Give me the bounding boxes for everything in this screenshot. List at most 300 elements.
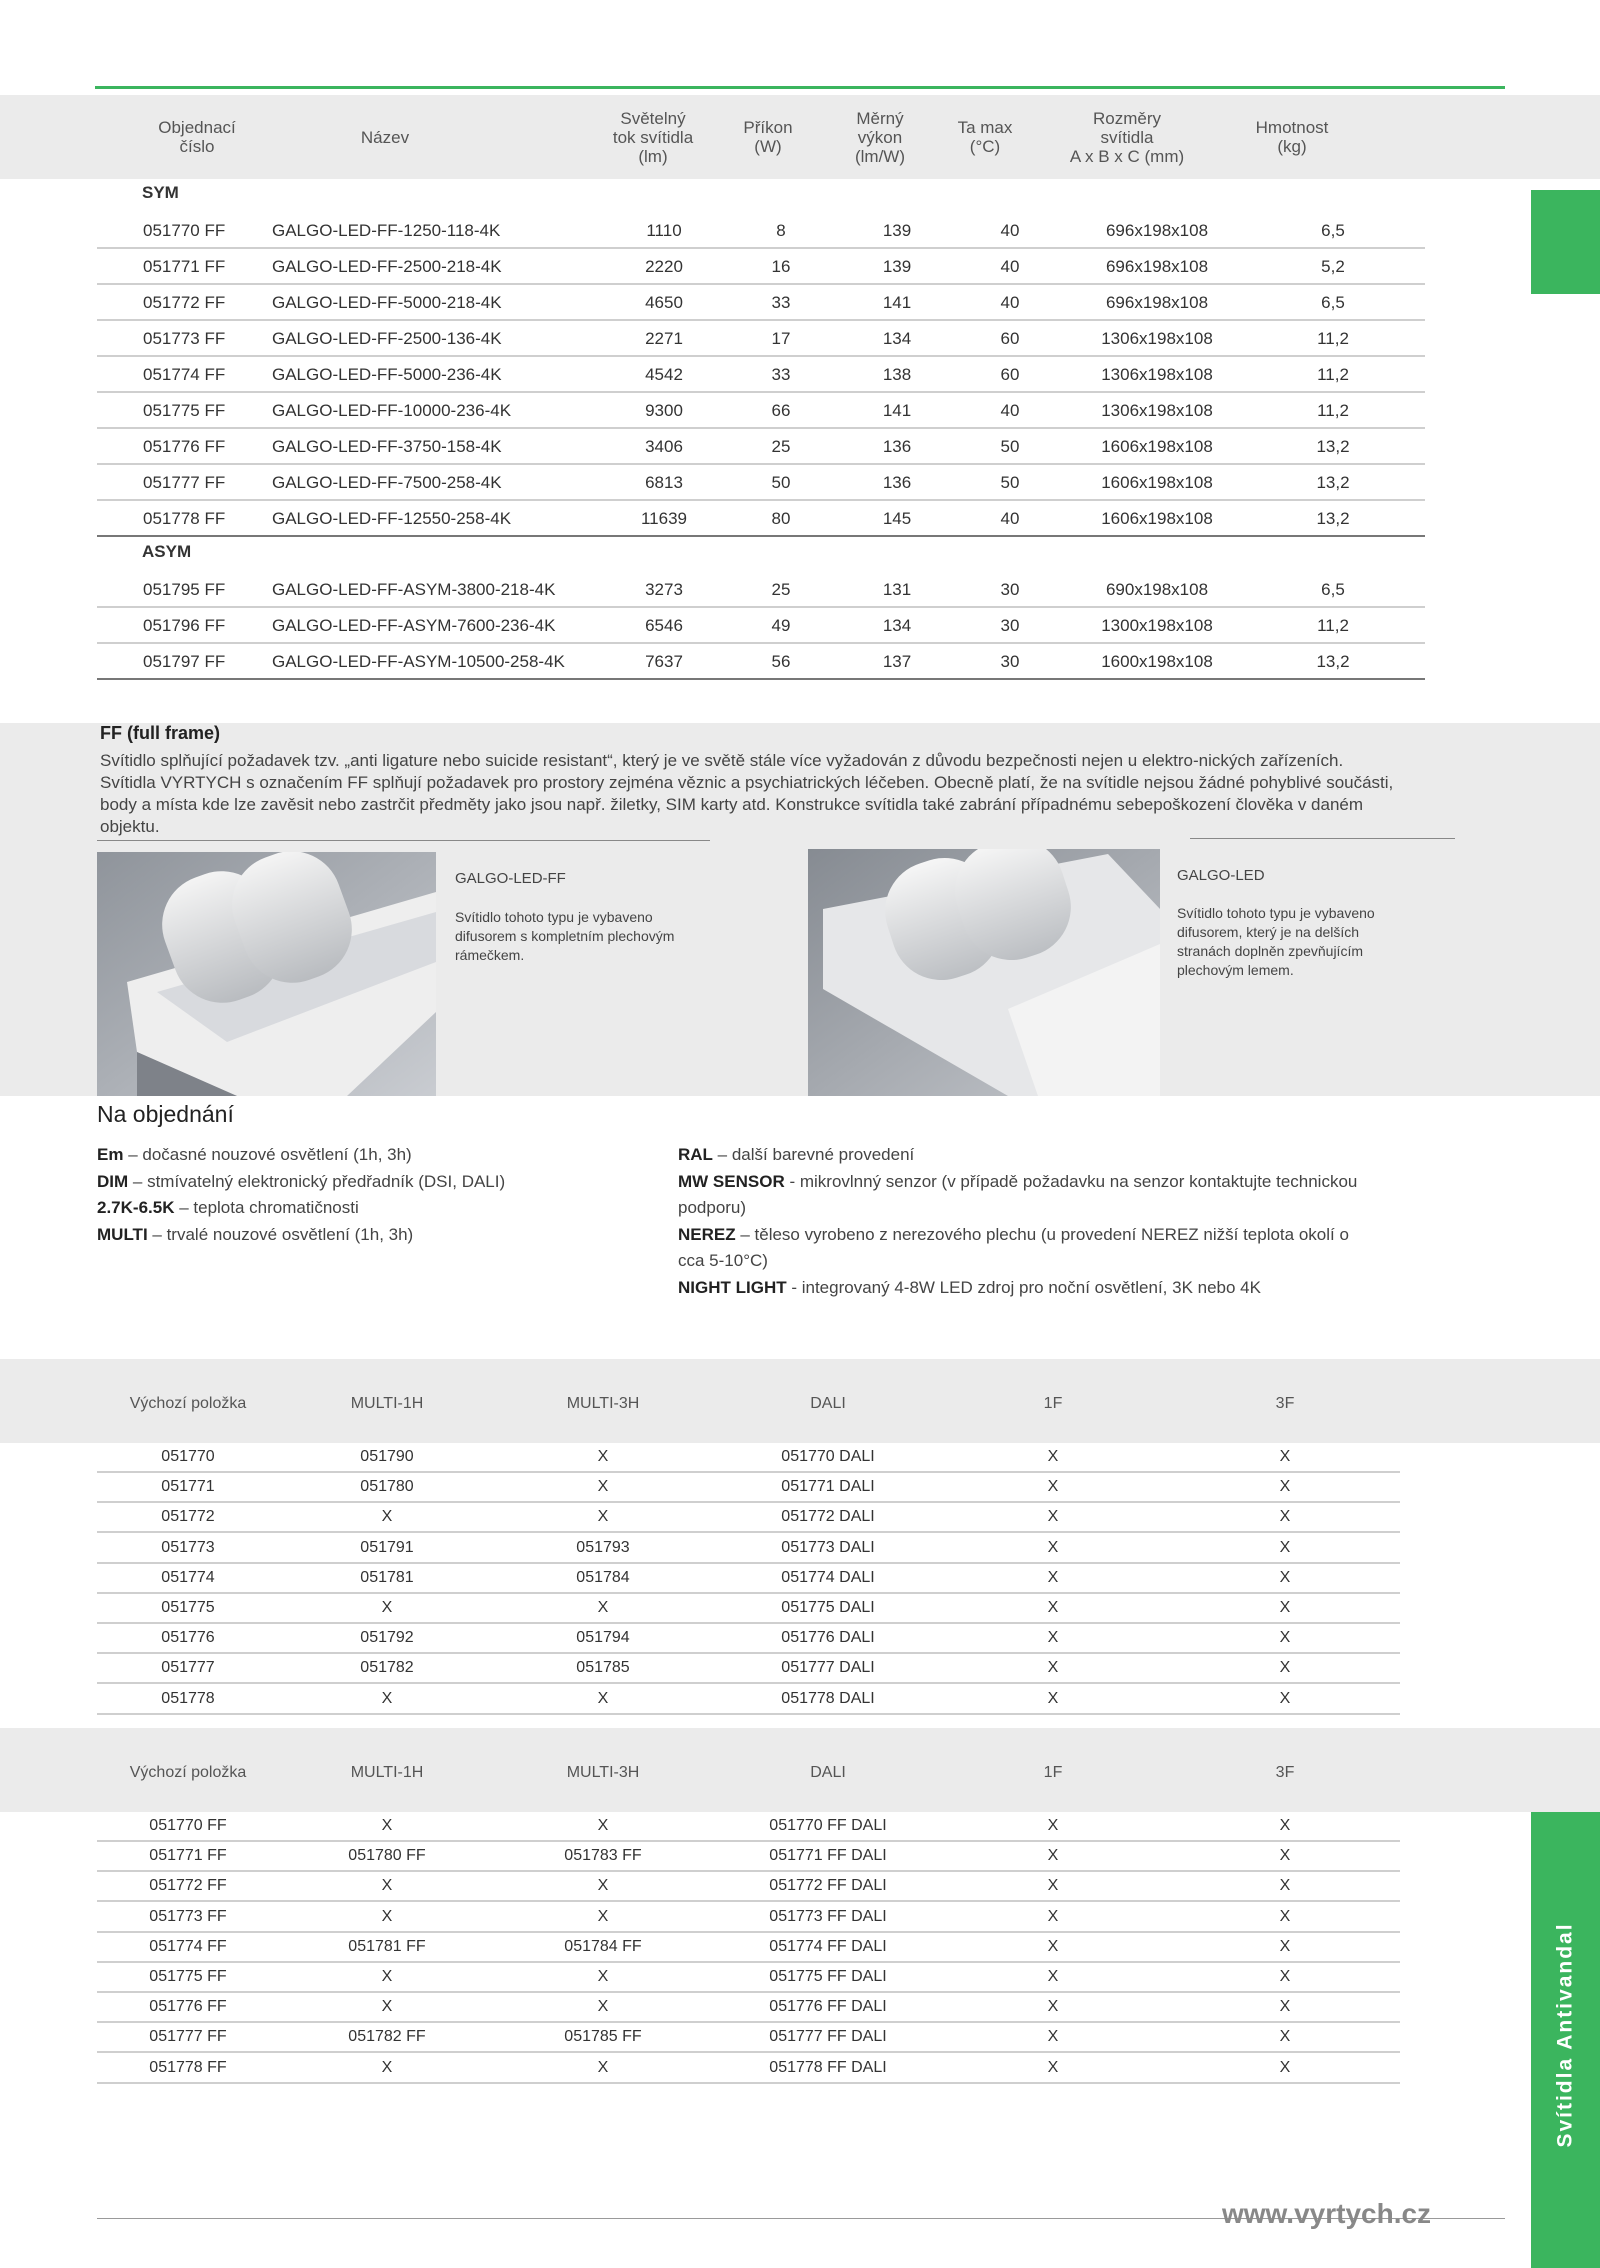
variants-cell: 051771 <box>161 1478 215 1496</box>
variants-cell: X <box>1279 1907 1291 1925</box>
spec-row <box>97 355 1425 393</box>
variants-cell: X <box>1279 1508 1291 1526</box>
spec-cell-dim: 1306x198x108 <box>1101 329 1213 348</box>
spec-row <box>97 642 1425 680</box>
spec-group-label: ASYM <box>142 542 192 561</box>
spec-cell-dim: 1600x198x108 <box>1101 652 1213 671</box>
variants-cell: 051772 FF DALI <box>769 1877 887 1895</box>
variants-cell: X <box>1047 1689 1059 1707</box>
spec-row <box>97 391 1425 429</box>
ff-rule-right <box>1190 838 1455 839</box>
variants-cell: X <box>1047 1937 1059 1955</box>
variants-header-cell: MULTI-3H <box>566 1395 640 1412</box>
variants-row <box>97 1652 1400 1684</box>
spec-cell-ta: 40 <box>1000 401 1020 420</box>
order-item-key: 2.7K-6.5K <box>97 1198 175 1217</box>
variants-cell: X <box>1279 1659 1291 1677</box>
variants-cell: X <box>381 1599 393 1616</box>
spec-cell-ta: 30 <box>1000 652 1020 671</box>
variants-cell: X <box>1047 2058 1059 2076</box>
spec-cell-name: GALGO-LED-FF-1250-118-4K <box>272 221 501 240</box>
variants-cell: X <box>1279 1538 1291 1556</box>
variants-row <box>97 1931 1400 1963</box>
spec-cell-dim: 1606x198x108 <box>1101 473 1213 492</box>
order-item-text: – teplota chromatičnosti <box>174 1198 359 1217</box>
spec-cell-code: 051775 FF <box>143 401 226 420</box>
spec-cell-eff: 139 <box>882 257 912 276</box>
spec-cell-dim: 1606x198x108 <box>1101 509 1213 528</box>
order-item <box>97 1222 677 1249</box>
ff-description: Svítidlo splňující požadavek tzv. „anti ligature nebo suicide resistant“, který je ve světě stále více vyžadován z důvodu bezpečnosti nejen u elektro-nických zařízeních. Svítidla VYRTYCH s označením FF splňují požadavek pro prostory zejména věznic a psychiatrických léčeben. Obecně platí, že na svítidle nejsou žádné pohyblivé součásti, body a místa kde lze zavěsit nebo zastrčit předměty jako jsou např. žiletky, SIM karty atd. Konstrukce svítidla také zabrání případnému sebepoškození člověka v daném objektu. <box>100 751 1394 836</box>
order-item-text: - integrovaný 4-8W LED zdroj pro noční osvětlení, 3K nebo 4K <box>786 1277 1261 1297</box>
variants-header-cell: 1F <box>1043 1395 1063 1412</box>
variants-cell: 051771 FF DALI <box>769 1847 887 1865</box>
variants-row <box>97 1592 1400 1624</box>
spec-cell-name: GALGO-LED-FF-ASYM-3800-218-4K <box>272 580 556 599</box>
spec-cell-code: 051797 FF <box>143 652 226 671</box>
spec-cell-code: 051778 FF <box>143 509 226 528</box>
variants-cell: 051782 FF <box>348 2028 426 2046</box>
spec-cell-flux: 9300 <box>645 401 683 420</box>
spec-row <box>97 283 1425 321</box>
variants-cell: X <box>1279 1568 1291 1586</box>
variants-cell: 051772 DALI <box>781 1508 875 1526</box>
galgo-led-photo <box>808 849 1160 1096</box>
spec-cell-name: GALGO-LED-FF-12550-258-4K <box>272 509 512 528</box>
variants-cell: 051774 FF DALI <box>769 1937 887 1955</box>
variants-cell: 051771 FF <box>149 1847 227 1865</box>
spec-cell-flux: 2271 <box>645 329 683 348</box>
variants-cell: 051770 FF DALI <box>769 1817 887 1834</box>
spec-cell-mass: 13,2 <box>1316 473 1350 492</box>
order-item-text: - mikrovlnný senzor (v případě požadavku na senzor kontaktujte technickou podporu) <box>678 1171 1358 1217</box>
variants-cell: X <box>1047 1538 1059 1556</box>
variants-cell: X <box>1047 1629 1059 1647</box>
variants-cell: 051774 FF <box>149 1937 227 1955</box>
spec-row <box>97 211 1425 249</box>
order-item-key: Em <box>97 1145 124 1164</box>
variants-row <box>97 1683 1400 1715</box>
spec-cell-power: 33 <box>771 293 791 312</box>
variants-cell: 051773 FF <box>149 1907 227 1925</box>
spec-cell-code: 051777 FF <box>143 473 226 492</box>
variants-cell: 051771 DALI <box>781 1478 875 1496</box>
variants-cell: X <box>597 1478 609 1496</box>
spec-cell-flux: 6546 <box>645 616 683 635</box>
ff-title: FF (full frame) <box>100 723 220 743</box>
variants-cell: 051784 <box>576 1568 630 1586</box>
variants-header-cell: DALI <box>810 1395 846 1412</box>
spec-cell-ta: 40 <box>1000 221 1020 240</box>
variants-cell: X <box>381 1817 393 1834</box>
variants-cell: 051777 FF <box>149 2028 227 2046</box>
spec-cell-flux: 7637 <box>645 652 683 671</box>
variants-header-cell: 3F <box>1275 1764 1295 1781</box>
spec-cell-power: 56 <box>771 652 791 671</box>
order-item <box>97 1169 677 1196</box>
spec-cell-code: 051773 FF <box>143 329 226 348</box>
spec-row <box>97 606 1425 644</box>
spec-cell-power: 66 <box>771 401 791 420</box>
spec-cell-flux: 2220 <box>645 257 683 276</box>
order-list-right <box>678 1142 1378 1301</box>
spec-cell-flux: 4650 <box>645 293 683 312</box>
variants-cell: 051774 DALI <box>781 1568 875 1586</box>
spec-cell-ta: 30 <box>1000 616 1020 635</box>
variants-cell: 051773 FF DALI <box>769 1907 887 1925</box>
spec-cell-dim: 1300x198x108 <box>1101 616 1213 635</box>
variants-cell: 051770 <box>161 1448 215 1465</box>
order-item <box>97 1142 677 1169</box>
spec-cell-power: 8 <box>776 221 786 240</box>
spec-cell-name: GALGO-LED-FF-2500-136-4K <box>272 329 502 348</box>
variants-header-cell: MULTI-1H <box>350 1395 424 1412</box>
variants-cell: 051777 DALI <box>781 1659 875 1677</box>
variants-cell: X <box>1279 1599 1291 1616</box>
variants-cell: X <box>1047 1907 1059 1925</box>
spec-cell-power: 25 <box>771 580 791 599</box>
spec-row <box>97 463 1425 501</box>
variants-header-cell: Výchozí položka <box>129 1395 247 1412</box>
variants-row <box>97 1532 1400 1564</box>
spec-cell-name: GALGO-LED-FF-5000-218-4K <box>272 293 502 312</box>
spec-cell-code: 051776 FF <box>143 437 226 456</box>
variants-cell: 051774 <box>161 1568 215 1586</box>
variants-cell: X <box>1047 1877 1059 1895</box>
order-item-text: – další barevné provedení <box>712 1145 915 1164</box>
spec-cell-power: 25 <box>771 437 791 456</box>
variants-cell: 051773 DALI <box>781 1538 875 1556</box>
variants-cell: 051778 DALI <box>781 1689 875 1707</box>
galgo-led-ff-photo <box>97 852 436 1096</box>
variants-cell: 051778 <box>161 1689 215 1707</box>
spec-cell-mass: 13,2 <box>1316 652 1350 671</box>
variants-row <box>97 2052 1400 2084</box>
variants-cell: X <box>597 1599 609 1616</box>
variants-row <box>97 1810 1400 1842</box>
variants-cell: X <box>1047 1968 1059 1985</box>
variants-cell: 051776 FF <box>149 1998 227 2016</box>
variants-cell: 051772 <box>161 1508 215 1526</box>
product-led-title: GALGO-LED <box>1177 867 1265 884</box>
variants-cell: X <box>1279 1689 1291 1707</box>
variants-cell: X <box>1047 1448 1059 1465</box>
spec-cell-mass: 13,2 <box>1316 437 1350 456</box>
order-item-key: NIGHT LIGHT <box>678 1277 787 1297</box>
spec-cell-dim: 1306x198x108 <box>1101 401 1213 420</box>
variants-cell: 051794 <box>576 1629 630 1647</box>
variants-row <box>97 1471 1400 1503</box>
variants-cell: 051784 FF <box>564 1937 642 1955</box>
variants-cell: X <box>597 1907 609 1925</box>
spec-cell-name: GALGO-LED-FF-3750-158-4K <box>272 437 502 456</box>
variants-cell: 051777 <box>161 1659 215 1677</box>
spec-cell-code: 051772 FF <box>143 293 226 312</box>
spec-header-cell: Hmotnost (kg) <box>1255 118 1329 156</box>
spec-cell-code: 051796 FF <box>143 616 226 635</box>
variants-cell: 051775 FF <box>149 1968 227 1985</box>
variants-cell: 051773 <box>161 1538 215 1556</box>
spec-cell-mass: 11,2 <box>1317 401 1349 420</box>
variants-row <box>97 1562 1400 1594</box>
spec-cell-eff: 134 <box>882 329 912 348</box>
spec-cell-name: GALGO-LED-FF-5000-236-4K <box>272 365 502 384</box>
order-item-text: – stmívatelný elektronický předřadník (DSI, DALI) <box>128 1171 506 1191</box>
spec-cell-eff: 139 <box>882 221 912 240</box>
variants-cell: X <box>1279 1629 1291 1647</box>
spec-cell-name: GALGO-LED-FF-10000-236-4K <box>272 401 512 420</box>
spec-cell-eff: 141 <box>882 293 912 312</box>
spec-cell-power: 16 <box>771 257 791 276</box>
variants-header-cell: MULTI-1H <box>350 1764 424 1781</box>
spec-cell-eff: 136 <box>882 473 912 492</box>
variants-cell: X <box>1047 2028 1059 2046</box>
spec-cell-ta: 50 <box>1000 437 1020 456</box>
ff-rule-left <box>97 840 710 841</box>
variants-cell: X <box>597 1968 609 1985</box>
variants-cell: 051778 FF <box>149 2058 227 2076</box>
variants-header <box>0 1728 1600 1812</box>
side-tab-label: Svítidla Antivandal <box>1553 1922 1577 2148</box>
variants-row <box>97 1901 1400 1933</box>
spec-header-cell: Objednací číslo <box>158 118 236 156</box>
variants-cell: X <box>597 1448 609 1465</box>
variants-cell: 051793 <box>576 1538 630 1556</box>
variants-row <box>97 1991 1400 2023</box>
spec-cell-mass: 11,2 <box>1317 365 1349 384</box>
side-tab-label-wrap <box>1531 1802 1600 2268</box>
variants-cell: 051780 FF <box>348 1847 426 1865</box>
variants-cell: 051780 <box>360 1478 414 1496</box>
spec-cell-mass: 11,2 <box>1317 329 1349 348</box>
variants-row <box>97 1622 1400 1654</box>
variants-cell: X <box>1047 1998 1059 2016</box>
variants-cell: 051775 FF DALI <box>769 1968 887 1985</box>
variants-cell: X <box>381 2058 393 2076</box>
variants-cell: 051777 FF DALI <box>769 2028 887 2046</box>
variants-cell: 051776 FF DALI <box>769 1998 887 2016</box>
variants-cell: X <box>1279 1877 1291 1895</box>
order-item-text: – dočasné nouzové osvětlení (1h, 3h) <box>123 1145 412 1164</box>
variants-header-cell: 3F <box>1275 1395 1295 1412</box>
variants-cell: X <box>1279 1937 1291 1955</box>
spec-cell-dim: 696x198x108 <box>1105 293 1209 312</box>
order-item <box>678 1169 1378 1222</box>
spec-cell-ta: 50 <box>1000 473 1020 492</box>
variants-row <box>97 1870 1400 1902</box>
spec-cell-name: GALGO-LED-FF-2500-218-4K <box>272 257 502 276</box>
spec-cell-name: GALGO-LED-FF-ASYM-10500-258-4K <box>272 652 565 671</box>
order-item-key: MULTI <box>97 1224 148 1244</box>
variants-cell: 051782 <box>360 1659 414 1677</box>
variants-cell: 051783 FF <box>564 1847 642 1865</box>
variants-row <box>97 1961 1400 1993</box>
spec-row <box>97 570 1425 608</box>
order-list-left <box>97 1142 677 1248</box>
order-item <box>678 1275 1378 1302</box>
spec-cell-name: GALGO-LED-FF-ASYM-7600-236-4K <box>272 616 556 635</box>
variants-cell: 051781 <box>360 1568 414 1586</box>
spec-header-cell: Příkon (W) <box>743 118 793 156</box>
spec-header-cell: Světelný tok svítidla (lm) <box>612 108 694 166</box>
variants-row <box>97 1501 1400 1533</box>
spec-cell-ta: 40 <box>1000 293 1020 312</box>
order-item <box>678 1222 1378 1275</box>
footer-url[interactable]: www.vyrtych.cz <box>1222 2198 1432 2229</box>
variants-cell: 051778 FF DALI <box>769 2058 887 2076</box>
variants-cell: X <box>1047 1599 1059 1616</box>
spec-cell-flux: 6813 <box>645 473 683 492</box>
variants-cell: X <box>381 1689 393 1707</box>
variants-cell: X <box>1047 1568 1059 1586</box>
variants-cell: 051785 FF <box>564 2028 642 2046</box>
variants-cell: X <box>597 1998 609 2016</box>
product-led-desc: Svítidlo tohoto typu je vybaveno difusorem, který je na delších stranách doplněn zpevňujícím plechovým lemem. <box>1177 905 1375 978</box>
spec-cell-eff: 138 <box>882 365 912 384</box>
spec-row <box>97 499 1425 537</box>
spec-header-cell: Ta max (°C) <box>957 118 1013 156</box>
variants-cell: 051785 <box>576 1659 630 1677</box>
variants-cell: 051791 <box>360 1538 414 1556</box>
variants-cell: X <box>1047 1659 1059 1677</box>
variants-cell: X <box>1047 1817 1059 1834</box>
spec-cell-power: 50 <box>771 473 791 492</box>
spec-cell-dim: 696x198x108 <box>1105 221 1209 240</box>
spec-cell-ta: 40 <box>1000 509 1020 528</box>
variants-cell: X <box>1279 1847 1291 1865</box>
spec-cell-power: 33 <box>771 365 791 384</box>
spec-cell-flux: 1110 <box>646 221 682 240</box>
variants-header <box>0 1359 1600 1443</box>
variants-cell: 051776 <box>161 1629 215 1647</box>
spec-cell-eff: 131 <box>882 580 912 599</box>
variants-cell: X <box>381 1907 393 1925</box>
variants-cell: X <box>597 1877 609 1895</box>
variants-cell: X <box>1047 1478 1059 1496</box>
variants-cell: 051770 FF <box>149 1817 227 1834</box>
spec-cell-ta: 40 <box>1000 257 1020 276</box>
order-item <box>97 1195 677 1222</box>
product-ff-desc: Svítidlo tohoto typu je vybaveno difusorem s kompletním plechovým rámečkem. <box>455 909 675 963</box>
spec-header-cell: Název <box>360 127 410 147</box>
spec-cell-ta: 30 <box>1000 580 1020 599</box>
spec-cell-power: 80 <box>771 509 791 528</box>
variants-header-cell: MULTI-3H <box>566 1764 640 1781</box>
variants-cell: 051775 DALI <box>781 1599 875 1616</box>
variants-cell: X <box>1279 1478 1291 1496</box>
spec-cell-flux: 4542 <box>645 365 683 384</box>
variants-row <box>97 1441 1400 1473</box>
variants-header-cell: 1F <box>1043 1764 1063 1781</box>
spec-cell-eff: 136 <box>882 437 912 456</box>
spec-header-cell: Rozměry svítidla A x B x C (mm) <box>1069 108 1185 166</box>
spec-cell-eff: 141 <box>882 401 912 420</box>
spec-group-label: SYM <box>142 183 179 202</box>
spec-cell-ta: 60 <box>1000 329 1020 348</box>
side-tab-marker <box>1531 190 1600 294</box>
variants-header-cell: Výchozí položka <box>129 1764 247 1781</box>
variants-cell: X <box>1047 1847 1059 1865</box>
top-accent-line <box>95 86 1505 89</box>
variants-cell: X <box>1047 1508 1059 1526</box>
variants-cell: X <box>1279 1817 1291 1834</box>
spec-cell-flux: 3273 <box>645 580 683 599</box>
variants-row <box>97 2021 1400 2053</box>
variants-cell: X <box>381 1968 393 1985</box>
variants-cell: X <box>381 1508 393 1526</box>
variants-cell: X <box>1279 1968 1291 1985</box>
spec-cell-eff: 137 <box>882 652 912 671</box>
spec-cell-mass: 6,5 <box>1321 293 1345 312</box>
spec-cell-flux: 11639 <box>640 509 688 528</box>
variants-cell: X <box>1279 2058 1291 2076</box>
spec-cell-mass: 13,2 <box>1316 509 1350 528</box>
variants-cell: 051792 <box>360 1629 414 1647</box>
spec-cell-code: 051774 FF <box>143 365 226 384</box>
variants-cell: 051775 <box>161 1599 215 1616</box>
spec-cell-eff: 134 <box>882 616 912 635</box>
spec-cell-power: 17 <box>771 329 791 348</box>
variants-cell: X <box>1279 2028 1291 2046</box>
variants-cell: 051772 FF <box>149 1877 227 1895</box>
variants-cell: X <box>597 1817 609 1834</box>
variants-row <box>97 1840 1400 1872</box>
spec-cell-power: 49 <box>771 616 791 635</box>
spec-cell-code: 051770 FF <box>143 221 226 240</box>
spec-cell-dim: 690x198x108 <box>1105 580 1209 599</box>
spec-cell-mass: 6,5 <box>1321 580 1345 599</box>
spec-cell-mass: 11,2 <box>1317 616 1349 635</box>
variants-cell: 051781 FF <box>348 1937 426 1955</box>
spec-cell-ta: 60 <box>1000 365 1020 384</box>
order-item-key: RAL <box>678 1145 713 1164</box>
variants-cell: X <box>597 1508 609 1526</box>
spec-cell-mass: 5,2 <box>1321 257 1345 276</box>
spec-cell-code: 051795 FF <box>143 580 226 599</box>
variants-cell: 051770 DALI <box>781 1448 875 1465</box>
order-item-text: – těleso vyrobeno z nerezového plechu (u provedení NEREZ nižší teplota okolí o cca 5-10°C) <box>678 1224 1349 1270</box>
spec-cell-dim: 1606x198x108 <box>1101 437 1213 456</box>
spec-table-header <box>0 95 1600 179</box>
variants-cell: X <box>381 1877 393 1895</box>
spec-cell-mass: 6,5 <box>1321 221 1345 240</box>
spec-cell-dim: 696x198x108 <box>1105 257 1209 276</box>
variants-cell: X <box>597 1689 609 1707</box>
variants-cell: X <box>1279 1448 1291 1465</box>
variants-cell: X <box>597 2058 609 2076</box>
variants-cell: X <box>1279 1998 1291 2016</box>
order-item <box>678 1142 1378 1169</box>
product-ff-title: GALGO-LED-FF <box>455 870 566 887</box>
order-title: Na objednání <box>97 1101 234 1127</box>
order-item-key: MW SENSOR <box>678 1171 785 1191</box>
spec-cell-code: 051771 FF <box>143 257 226 276</box>
spec-cell-flux: 3406 <box>645 437 683 456</box>
variants-header-cell: DALI <box>810 1764 846 1781</box>
spec-row <box>97 427 1425 465</box>
spec-cell-eff: 145 <box>882 509 912 528</box>
order-item-key: NEREZ <box>678 1224 736 1244</box>
order-item-text: – trvalé nouzové osvětlení (1h, 3h) <box>147 1224 414 1244</box>
spec-cell-dim: 1306x198x108 <box>1101 365 1213 384</box>
spec-row <box>97 319 1425 357</box>
variants-cell: 051790 <box>360 1448 414 1465</box>
variants-cell: X <box>381 1998 393 2016</box>
order-item-key: DIM <box>97 1171 129 1191</box>
spec-header-cell: Měrný výkon (lm/W) <box>854 108 906 166</box>
spec-row <box>97 247 1425 285</box>
variants-cell: 051776 DALI <box>781 1629 875 1647</box>
